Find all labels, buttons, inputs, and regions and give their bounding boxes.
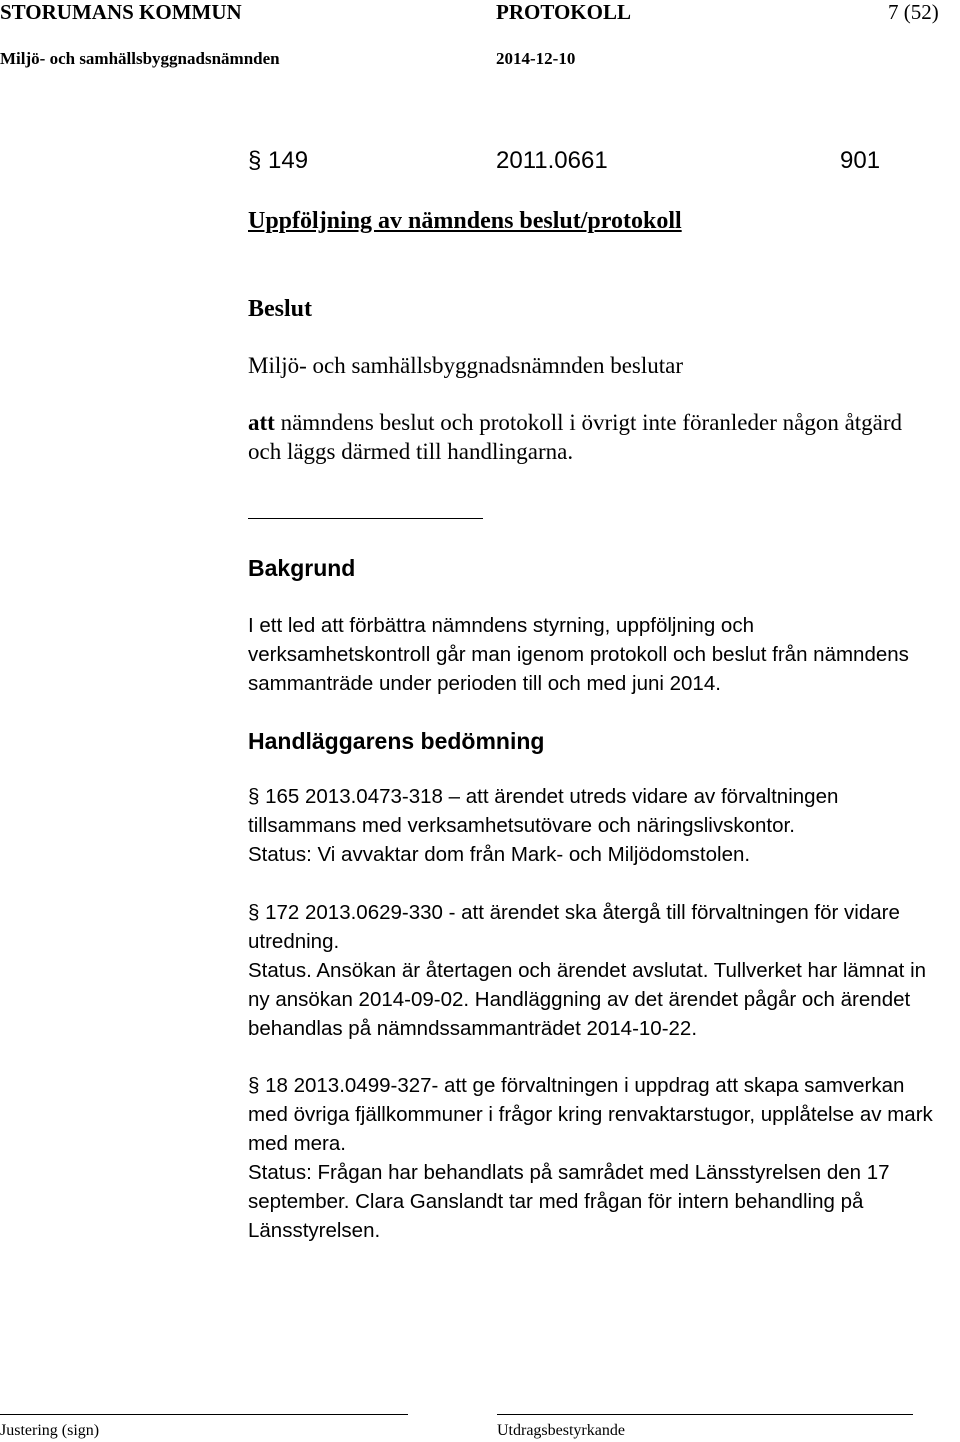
case-diary-number: 2011.0661	[496, 147, 608, 174]
case-title: Uppföljning av nämndens beslut/protokoll	[248, 208, 682, 234]
assessment-item-text: § 18 2013.0499-327- att ge förvaltningen i uppdrag att skapa samverkan med övriga fjällkommuner i frågor kring renvaktarstugor, upplåtelse av mark med mera.	[248, 1074, 933, 1155]
committee-name: Miljö- och samhällsbyggnadsnämnden	[0, 49, 280, 68]
page-number: 7 (52)	[888, 0, 939, 24]
decision-att: att	[248, 410, 275, 435]
decision-heading: Beslut	[248, 296, 313, 322]
background-text: I ett led att förbättra nämndens styrning, uppföljning och verksamhetskontroll går man igenom protokoll och beslut från nämndens sammanträde under perioden till och med juni 2014.	[248, 614, 909, 695]
background-heading: Bakgrund	[248, 555, 356, 581]
footer-justering: Justering (sign)	[0, 1422, 100, 1439]
assessment-item-text: § 165 2013.0473-318 – att ärendet utreds vidare av förvaltningen tillsammans med verksamhetsutövare och näringslivskontor.	[248, 785, 839, 837]
assessment-item-status: Status: Vi avvaktar dom från Mark- och Miljödomstolen.	[248, 843, 751, 866]
assessment-item	[248, 1071, 938, 1245]
case-code: 901	[840, 147, 881, 174]
assessment-item-status: Status. Ansökan är återtagen och ärendet avslutat. Tullverket har lämnat in ny ansökan 2014-09-02. Handläggning av det ärendet pågår och ärendet behandlas på nämndssammanträdet 2014-10-22.	[248, 959, 927, 1040]
assessment-item-status: Status: Frågan har behandlats på samrådet med Länsstyrelsen den 17 september. Clara Ganslandt tar med frågan för intern behandling på Länsstyrelsen.	[248, 1161, 890, 1242]
decision-body: nämndens beslut och protokoll i övrigt inte föranleder någon åtgärd och läggs därmed till handlingarna.	[248, 410, 903, 464]
assessment-heading: Handläggarens bedömning	[248, 728, 545, 754]
decision-text	[248, 409, 928, 466]
section-divider	[248, 518, 483, 519]
footer-utdragsbestyrkande: Utdragsbestyrkande	[497, 1422, 625, 1439]
assessment-item-text: § 172 2013.0629-330 - att ärendet ska återgå till förvaltningen för vidare utredning.	[248, 901, 900, 953]
signature-line-left	[0, 1414, 408, 1415]
signature-line-right	[497, 1414, 913, 1415]
document-type: PROTOKOLL	[496, 0, 631, 24]
case-paragraph: § 149	[248, 147, 309, 174]
assessment-item	[248, 898, 938, 1043]
decision-intro: Miljö- och samhällsbyggnadsnämnden beslutar	[248, 353, 684, 378]
meeting-date: 2014-12-10	[496, 49, 576, 68]
organization-name: STORUMANS KOMMUN	[0, 0, 242, 24]
assessment-item	[248, 782, 938, 869]
